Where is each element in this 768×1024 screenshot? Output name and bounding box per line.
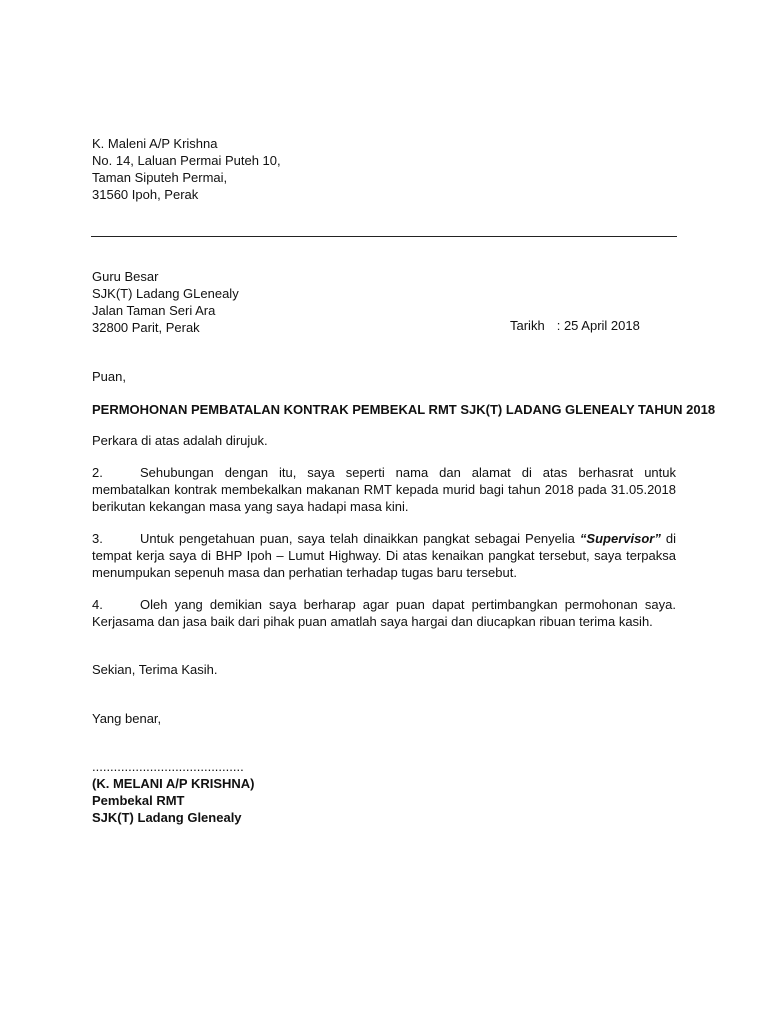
date-value: 25 April 2018 [563, 318, 640, 333]
paragraph-number: 4. [92, 597, 103, 612]
recipient-school: SJK(T) Ladang GLenealy [92, 286, 239, 301]
paragraph-number: 3. [92, 531, 103, 546]
paragraph-text: Oleh yang demikian saya berharap agar puan dapat pertimbangkan permohonan saya. Kerjasama dan jasa baik dari pihak puan amatlah saya hargai dan diucapkan ribuan terima kasih. [92, 597, 676, 629]
sign-off [92, 710, 676, 727]
sender-address [92, 135, 676, 203]
recipient-city: 32800 Parit, Perak [92, 320, 200, 335]
paragraph-text-before: Untuk pengetahuan puan, saya telah dinaikkan pangkat sebagai Penyelia [140, 531, 580, 546]
sign-off-text: Yang benar, [92, 711, 162, 726]
signatory-role: Pembekal RMT [92, 793, 185, 808]
sender-name: K. Maleni A/P Krishna [92, 136, 218, 151]
subject-line [92, 401, 716, 418]
reference-text: Perkara di atas adalah dirujuk. [92, 433, 268, 448]
recipient-street: Jalan Taman Seri Ara [92, 303, 216, 318]
paragraph-text-after: di tempat kerja saya di BHP Ipoh – Lumut Highway. Di atas kenaikan pangkat tersebut, saya terpaksa menumpukan sepenuh masa dan perhatian terhadap tugas baru tersebut. [92, 531, 676, 580]
closing-text: Sekian, Terima Kasih. [92, 662, 218, 677]
paragraph-text: Sehubungan dengan itu, saya seperti nama dan alamat di atas berhasrat untuk membatalkan kontrak membekalkan makanan RMT kepada murid bagi tahun 2018 pada 31.05.2018 berikutan kekangan masa yang saya hadapi masa kini. [92, 465, 676, 514]
sender-address-line3: 31560 Ipoh, Perak [92, 187, 199, 202]
signatory-name: (K. MELANI A/P KRISHNA) [92, 776, 255, 791]
sender-address-line1: No. 14, Laluan Permai Puteh 10, [92, 153, 281, 168]
salutation [92, 368, 676, 385]
signatory-organisation: SJK(T) Ladang Glenealy [92, 810, 242, 825]
header-divider [91, 236, 677, 237]
recipient-title: Guru Besar [92, 269, 159, 284]
sender-address-line2: Taman Siputeh Permai, [92, 170, 228, 185]
letter-date [510, 317, 640, 334]
paragraph-2 [92, 464, 676, 515]
paragraph-3 [92, 530, 676, 581]
salutation-text: Puan, [92, 369, 126, 384]
signature-block [92, 758, 676, 826]
closing [92, 661, 676, 678]
reference-line [92, 432, 676, 449]
paragraph-emphasis: “Supervisor” [579, 531, 661, 546]
paragraph-4 [92, 596, 676, 630]
subject-text: PERMOHONAN PEMBATALAN KONTRAK PEMBEKAL RMT SJK(T) LADANG GLENEALY TAHUN 2018 [92, 402, 716, 417]
date-separator: : [556, 318, 561, 333]
paragraph-number: 2. [92, 465, 103, 480]
signature-line: .......................................... [92, 759, 244, 774]
date-label: Tarikh [510, 318, 545, 333]
